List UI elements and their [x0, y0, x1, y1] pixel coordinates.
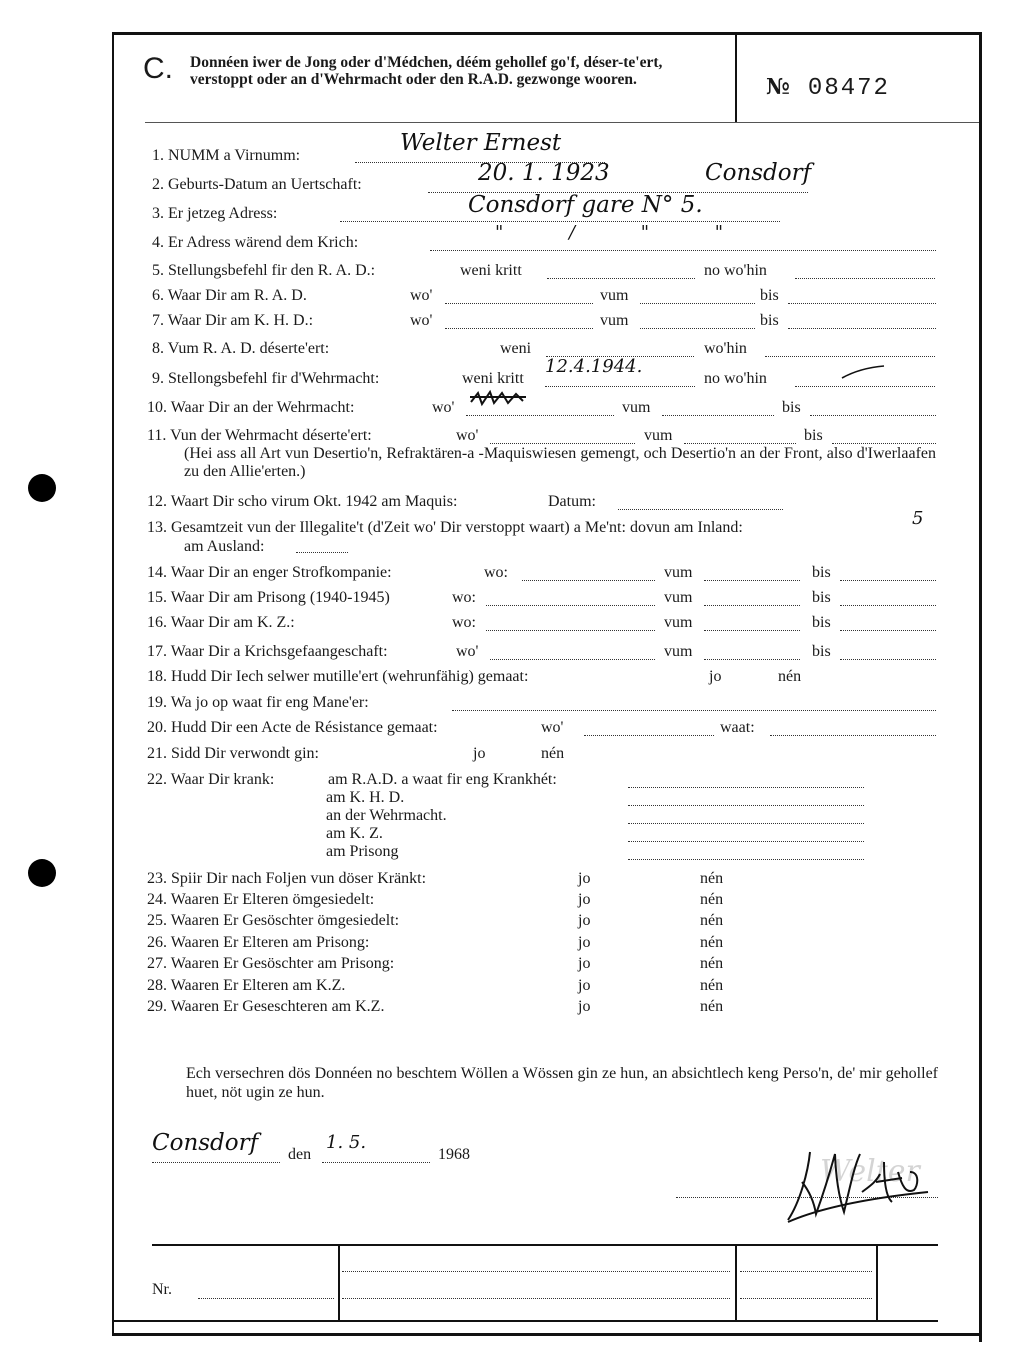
- jo-option[interactable]: jo: [709, 668, 722, 685]
- section-letter: C.: [143, 52, 173, 85]
- handwritten-dash-icon: [840, 362, 888, 382]
- jo-option[interactable]: jo: [578, 934, 591, 951]
- handwritten-months: 5: [912, 508, 924, 529]
- maquis-date-field[interactable]: [618, 497, 783, 510]
- wehrmacht-desert-where-field[interactable]: [490, 431, 635, 444]
- handwritten-address: Consdorf gare N° 5.: [468, 192, 703, 218]
- row-10: 10. Waar Dir an der Wehrmacht:: [147, 399, 355, 416]
- pow-from-field[interactable]: [704, 647, 800, 660]
- form-number-value: 08472: [807, 75, 890, 102]
- frame-left-border: [112, 32, 114, 1335]
- footer-table-divider: [735, 1244, 737, 1320]
- krank-option-khd: am K. H. D.: [326, 789, 405, 806]
- jo-option[interactable]: jo: [578, 912, 591, 929]
- jo-option[interactable]: jo: [578, 870, 591, 887]
- nen-option[interactable]: nén: [700, 891, 724, 908]
- handwritten-ditto: " / " ": [495, 222, 754, 243]
- krank-option-prisong: am Prisong: [326, 843, 399, 860]
- rad-order-dest-field[interactable]: [795, 266, 935, 279]
- frame-right-border: [979, 32, 982, 1342]
- row-number: 1.: [152, 147, 164, 164]
- row-8: 8. Vum R. A. D. déserte'ert:: [152, 340, 330, 357]
- wo-label: wo': [410, 312, 433, 329]
- crossed-out-scribble-icon: [468, 388, 528, 410]
- wo-label: wo:: [452, 614, 476, 631]
- header-rule: [145, 122, 979, 123]
- row-25: 25. Waaren Er Gesöschter ömgesiedelt:: [147, 912, 400, 929]
- signature: [780, 1142, 930, 1232]
- vum-label: vum: [664, 614, 693, 631]
- handwritten-birthplace: Consdorf: [705, 160, 812, 186]
- kz-where-field[interactable]: [486, 618, 655, 631]
- nen-option[interactable]: nén: [700, 934, 724, 951]
- pow-where-field[interactable]: [490, 647, 655, 660]
- prisong-from-field[interactable]: [704, 593, 800, 606]
- wohin-label: wo'hin: [704, 340, 747, 357]
- jo-option[interactable]: jo: [578, 998, 591, 1015]
- row-7: 7. Waar Dir am K. H. D.:: [152, 312, 314, 329]
- row-1: [152, 147, 300, 165]
- datum-label: Datum:: [548, 493, 596, 510]
- resistance-what-field[interactable]: [770, 723, 936, 736]
- vum-label: vum: [664, 564, 693, 581]
- desertion-note: (Hei ass all Art vun Desertio'n, Refraktären-a -Maquiswiesen gemengt, och Desertio'n an der Front, also d'Iwerlaafen zu den Allie'erten.): [184, 445, 936, 480]
- signature-text: Welter: [820, 1154, 920, 1189]
- handwritten-date: 1. 5.: [326, 1132, 367, 1153]
- weni-kritt-label: weni kritt: [460, 262, 522, 279]
- khd-where-field[interactable]: [445, 316, 593, 329]
- handwritten-order-date: 12.4.1944.: [545, 356, 643, 377]
- row-29: 29. Waaren Er Geseschteren am K.Z.: [147, 998, 385, 1015]
- footer-table-divider: [876, 1244, 878, 1320]
- row-26: 26. Waaren Er Elteren am Prisong:: [147, 934, 370, 951]
- wo-label: wo': [432, 399, 455, 416]
- nen-option[interactable]: nén: [700, 912, 724, 929]
- kz-from-field[interactable]: [704, 618, 800, 631]
- vum-label: vum: [600, 312, 629, 329]
- wo-label: wo:: [452, 589, 476, 606]
- row-2: 2. Geburts-Datum an Uertschaft:: [152, 176, 362, 193]
- row-5: 5. Stellungsbefehl fir den R. A. D.:: [152, 262, 376, 279]
- row-6: 6. Waar Dir am R. A. D.: [152, 287, 307, 304]
- handwritten-place: Consdorf: [152, 1130, 259, 1156]
- punch-hole-icon: [28, 474, 56, 502]
- row-19: 19. Wa jo op waat fir eng Mane'er:: [147, 694, 369, 711]
- row-23: 23. Spiir Dir nach Foljen vun döser Kränkt:: [147, 870, 427, 887]
- nen-option[interactable]: nén: [700, 977, 724, 994]
- row-9: 9. Stellongsbefehl fir d'Wehrmacht:: [152, 370, 380, 387]
- khd-from-field[interactable]: [640, 316, 755, 329]
- no-wohin-label: no wo'hin: [704, 370, 767, 387]
- rad-from-field[interactable]: [640, 291, 755, 304]
- row-15: 15. Waar Dir am Prisong (1940-1945): [147, 589, 390, 606]
- row-28: 28. Waaren Er Elteren am K.Z.: [147, 977, 346, 994]
- bis-label: bis: [782, 399, 801, 416]
- footer-table-divider: [338, 1244, 340, 1320]
- bis-label: bis: [812, 564, 831, 581]
- nen-option[interactable]: nén: [700, 955, 724, 972]
- no-wohin-label: no wo'hin: [704, 262, 767, 279]
- krank-option-rad: am R.A.D. a waat fir eng Krankhét:: [328, 771, 557, 788]
- punch-hole-icon: [28, 859, 56, 887]
- krank-option-kz: am K. Z.: [326, 825, 383, 842]
- row-14: 14. Waar Dir an enger Strofkompanie:: [147, 564, 392, 581]
- weni-kritt-label: weni kritt: [462, 370, 524, 387]
- footer-line-1[interactable]: [342, 1259, 730, 1272]
- bis-label: bis: [760, 287, 779, 304]
- footer-table-top-rule: [152, 1244, 938, 1246]
- row-13: 13. Gesamtzeit vun der Illegalite't (d'Zeit wo' Dir verstoppt waart) a Me'nt: dovun am Inland:: [147, 519, 743, 536]
- row-3: 3. Er jetzeg Adress:: [152, 205, 278, 222]
- jo-option[interactable]: jo: [473, 745, 486, 762]
- row-4: 4. Er Adress wärend dem Krich:: [152, 234, 359, 251]
- illness-kz-field[interactable]: [628, 829, 864, 842]
- handwritten-name: Welter Ernest: [400, 130, 562, 156]
- form-number: [766, 74, 890, 102]
- bis-label: bis: [760, 312, 779, 329]
- frame-bottom-border: [112, 1333, 982, 1336]
- nr-label: Nr.: [152, 1281, 172, 1298]
- rad-where-field[interactable]: [445, 291, 593, 304]
- prisong-where-field[interactable]: [486, 593, 655, 606]
- rad-to-field[interactable]: [788, 291, 936, 304]
- illness-prisong-field[interactable]: [628, 847, 864, 860]
- handwritten-birthdate: 20. 1. 1923: [478, 160, 610, 186]
- wehrmacht-to-field[interactable]: [810, 403, 936, 416]
- footer-line-2[interactable]: [342, 1286, 730, 1299]
- strofkompanie-from-field[interactable]: [704, 568, 800, 581]
- row-27: 27. Waaren Er Gesöschter am Prisong:: [147, 955, 395, 972]
- bis-label: bis: [812, 643, 831, 660]
- wo-label: wo': [456, 643, 479, 660]
- vum-label: vum: [622, 399, 651, 416]
- weni-label: weni: [500, 340, 532, 357]
- header-divider: [735, 35, 737, 123]
- row-17: 17. Waar Dir a Krichsgefaangeschaft:: [147, 643, 388, 660]
- number-sign: №: [766, 74, 790, 100]
- vum-label: vum: [600, 287, 629, 304]
- mutilation-method-field[interactable]: [452, 698, 936, 711]
- year-label: 1968: [438, 1146, 470, 1163]
- wo-label: wo': [541, 719, 564, 736]
- pow-to-field[interactable]: [840, 647, 936, 660]
- nen-option[interactable]: nén: [700, 998, 724, 1015]
- jo-option[interactable]: jo: [578, 891, 591, 908]
- rad-desert-dest-field[interactable]: [765, 344, 935, 357]
- wo-label: wo': [410, 287, 433, 304]
- footer-line-3[interactable]: [740, 1259, 872, 1272]
- row-20: 20. Hudd Dir een Acte de Résistance gemaat:: [147, 719, 438, 736]
- row-16: 16. Waar Dir am K. Z.:: [147, 614, 295, 631]
- row-21: 21. Sidd Dir verwondt gin:: [147, 745, 319, 762]
- khd-to-field[interactable]: [788, 316, 936, 329]
- bis-label: bis: [812, 589, 831, 606]
- row-22: 22. Waar Dir krank:: [147, 771, 275, 788]
- wo-label: wo': [456, 427, 479, 444]
- vum-label: vum: [644, 427, 673, 444]
- kz-to-field[interactable]: [840, 618, 936, 631]
- form-title: Donnéen iwer de Jong oder d'Médchen, déém gehollef go'f, déser-te'ert, verstoppt oder an d'Wehrmacht oder den R.A.D. gezwonge wooren.: [190, 54, 663, 88]
- footer-table-bottom-rule: [112, 1320, 938, 1322]
- vum-label: vum: [664, 589, 693, 606]
- den-label: den: [288, 1146, 312, 1163]
- nen-option[interactable]: nén: [541, 745, 565, 762]
- bis-label: bis: [804, 427, 823, 444]
- nen-option[interactable]: nén: [778, 668, 802, 685]
- wo-label: wo:: [484, 564, 508, 581]
- footer-line-4[interactable]: [740, 1286, 872, 1299]
- strofkompanie-to-field[interactable]: [840, 568, 936, 581]
- row-label: NUMM a Virnumm:: [168, 147, 301, 164]
- strofkompanie-where-field[interactable]: [522, 568, 655, 581]
- illness-khd-field[interactable]: [628, 793, 864, 806]
- rad-order-date-field[interactable]: [547, 266, 695, 279]
- resistance-where-field[interactable]: [584, 723, 714, 736]
- jo-option[interactable]: jo: [578, 955, 591, 972]
- abroad-months-field[interactable]: [296, 540, 348, 553]
- declaration-text: Ech versechren dös Donnéen no beschtem Wöllen a Wössen gin ze hun, an absichtlech keng Perso'n, de' mir gehollef huet, nöt ugin ze hun.: [186, 1065, 938, 1101]
- waat-label: waat:: [720, 719, 755, 736]
- wehrmacht-from-field[interactable]: [662, 403, 774, 416]
- bis-label: bis: [812, 614, 831, 631]
- nr-field[interactable]: [198, 1286, 334, 1299]
- row-11: 11. Vun der Wehrmacht déserte'ert:: [147, 427, 372, 444]
- row-24: 24. Waaren Er Elteren ömgesiedelt:: [147, 891, 375, 908]
- row-12: 12. Waart Dir scho virum Okt. 1942 am Maquis:: [147, 493, 458, 510]
- krank-option-wehrmacht: an der Wehrmacht.: [326, 807, 447, 824]
- vum-label: vum: [664, 643, 693, 660]
- row-18: 18. Hudd Dir Iech selwer mutille'ert (wehrunfähig) gemaat:: [147, 668, 529, 685]
- nen-option[interactable]: nén: [700, 870, 724, 887]
- illness-wehrmacht-field[interactable]: [628, 811, 864, 824]
- prisong-to-field[interactable]: [840, 593, 936, 606]
- wehrmacht-desert-to-field[interactable]: [832, 431, 936, 444]
- wehrmacht-desert-from-field[interactable]: [684, 431, 796, 444]
- jo-option[interactable]: jo: [578, 977, 591, 994]
- frame-top-border: [112, 32, 982, 35]
- illness-rad-field[interactable]: [628, 775, 864, 788]
- am-ausland-label: am Ausland:: [184, 538, 265, 555]
